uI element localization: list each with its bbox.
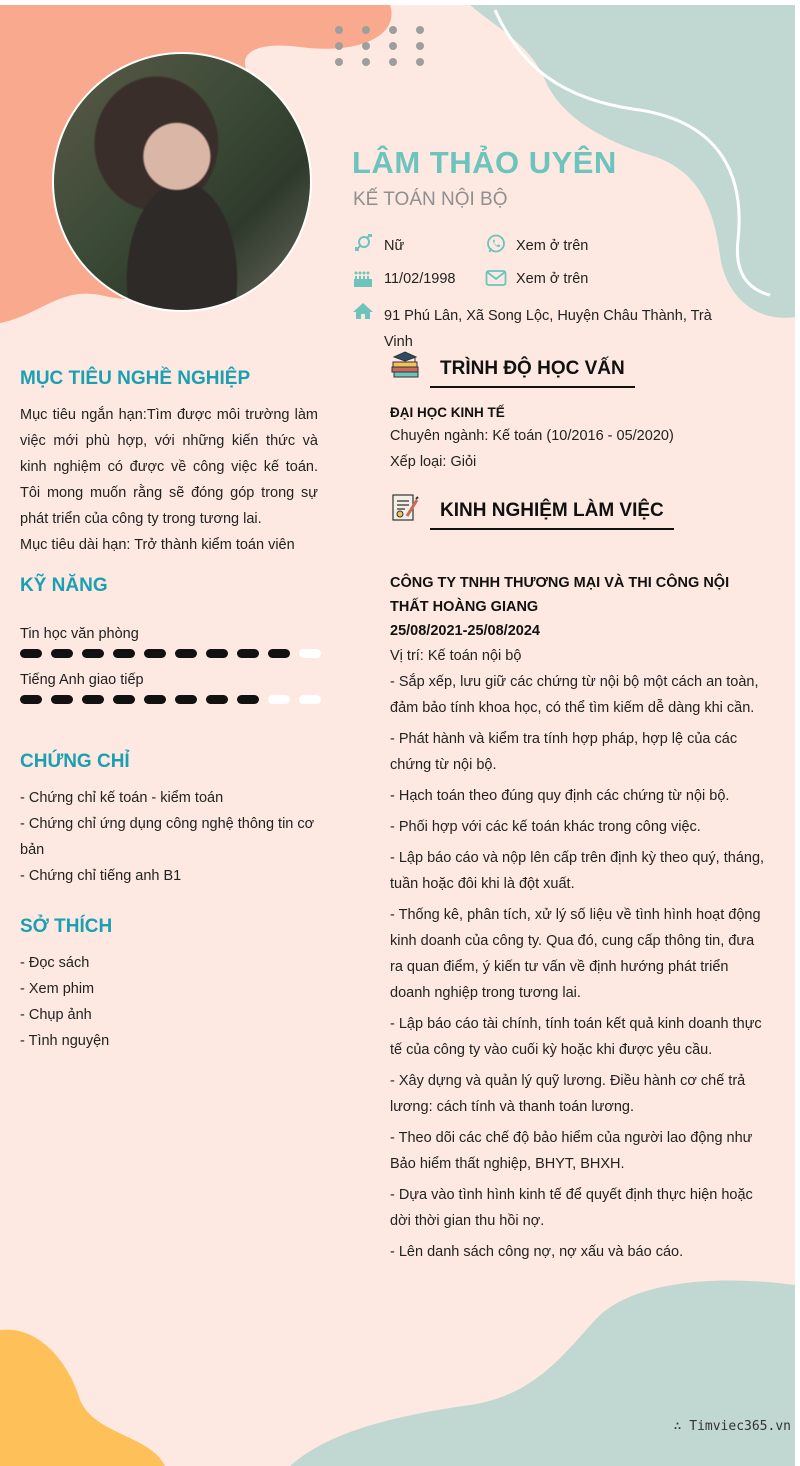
experience-document-icon — [390, 492, 420, 527]
skill-level-dash — [20, 695, 42, 704]
education-books-icon — [390, 350, 420, 385]
cv-page — [0, 5, 795, 1466]
experience-period: 25/08/2021-25/08/2024 — [390, 623, 540, 639]
skill-level-dash — [268, 649, 290, 658]
experience-company: CÔNG TY TNHH THƯƠNG MẠI VÀ THI CÔNG NỘI THẤT HOÀNG GIANG — [390, 575, 730, 615]
task-item: - Thống kê, phân tích, xử lý số liệu về tình hình hoạt động kinh doanh của công ty. Qua đó, cung cấp thông tin, đưa ra quan điểm, ý kiến tư vấn về định hướng phát triển doanh nghiệp trong tương lai. — [390, 907, 761, 1001]
skills-heading: KỸ NĂNG — [20, 575, 108, 596]
education-school: ĐẠI HỌC KINH TẾ — [390, 405, 505, 420]
task-item: - Lên danh sách công nợ, nợ xấu và báo cáo. — [390, 1244, 684, 1260]
skill-level-dash — [144, 649, 166, 658]
objective-long-term: Mục tiêu dài hạn: Trở thành kiểm toán viên — [20, 537, 295, 553]
task-item: - Phát hành và kiểm tra tính hợp pháp, hợp lệ của các chứng từ nội bộ. — [390, 731, 738, 773]
skill-level-dash — [206, 695, 228, 704]
task-item: - Lập báo cáo và nộp lên cấp trên định kỳ theo quý, tháng, tuần hoặc đôi khi là đột xuất. — [390, 850, 765, 892]
gender-icon — [352, 233, 374, 255]
skill-level-dash — [299, 649, 321, 658]
birthdate-value: 11/02/1998 — [384, 271, 456, 287]
avatar-photo — [52, 52, 312, 312]
skill-name-english: Tiếng Anh giao tiếp — [20, 672, 144, 688]
experience-position: Vị trí: Kế toán nội bộ — [390, 648, 522, 664]
objective-heading: MỤC TIÊU NGHỀ NGHIỆP — [20, 368, 251, 389]
skill-rating-english — [20, 695, 321, 704]
gender-value: Nữ — [384, 238, 405, 254]
certificate-item: - Chứng chỉ tiếng anh B1 — [20, 868, 182, 884]
candidate-title: KẾ TOÁN NỘI BỘ — [353, 189, 508, 210]
certificates-list — [20, 785, 320, 889]
task-item: - Phối hợp với các kế toán khác trong công việc. — [390, 819, 701, 835]
skill-level-dash — [82, 695, 104, 704]
experience-section — [390, 571, 770, 1270]
education-major: Chuyên ngành: Kế toán (10/2016 - 05/2020) — [390, 428, 674, 444]
skill-level-dash — [175, 649, 197, 658]
birthday-cake-icon — [352, 267, 374, 289]
task-item: - Hạch toán theo đúng quy định các chứng từ nội bộ. — [390, 788, 730, 804]
hobbies-heading: SỞ THÍCH — [20, 916, 113, 937]
skill-level-dash — [113, 649, 135, 658]
home-icon — [352, 300, 374, 322]
hobby-item: - Chụp ảnh — [20, 1007, 92, 1023]
skill-level-dash — [51, 649, 73, 658]
hobbies-list — [20, 950, 320, 1054]
task-item: - Theo dõi các chế độ bảo hiểm của người lao động như Bảo hiểm thất nghiệp, BHYT, BHXH. — [390, 1130, 753, 1172]
education-section — [390, 403, 780, 475]
experience-heading: KINH NGHIỆM LÀM VIỆC — [430, 500, 674, 530]
email-value: Xem ở trên — [516, 271, 589, 287]
skill-level-dash — [237, 695, 259, 704]
phone-value: Xem ở trên — [516, 238, 589, 254]
skill-rating-office — [20, 649, 321, 658]
skill-level-dash — [82, 649, 104, 658]
skill-level-dash — [268, 695, 290, 704]
email-icon — [485, 267, 507, 289]
objective-short-term: Mục tiêu ngắn hạn:Tìm được môi trường làm việc mới phù hợp, với những kiến thức và kinh nghiệm có được về công việc kế toán. Tôi mong muốn rằng sẽ đóng góp trong sự phát triển của công ty trong tương lai. — [20, 407, 318, 527]
candidate-name: LÂM THẢO UYÊN — [352, 145, 617, 180]
task-item: - Lập báo cáo tài chính, tính toán kết quả kinh doanh thực tế của công ty vào cuối kỳ hoặc khi được yêu cầu. — [390, 1016, 762, 1058]
certificate-item: - Chứng chỉ kế toán - kiểm toán — [20, 790, 224, 806]
hobby-item: - Tình nguyện — [20, 1033, 110, 1049]
site-watermark: ∴ Timviec365.vn — [673, 1419, 791, 1434]
skill-level-dash — [113, 695, 135, 704]
education-heading: TRÌNH ĐỘ HỌC VẤN — [430, 358, 635, 388]
experience-tasks — [390, 669, 770, 1265]
skill-level-dash — [144, 695, 166, 704]
task-item: - Sắp xếp, lưu giữ các chứng từ nội bộ một cách an toàn, đảm bảo tính khoa học, có thể tìm kiếm dễ dàng khi cần. — [390, 674, 759, 716]
skill-level-dash — [175, 695, 197, 704]
phone-icon — [485, 233, 507, 255]
skill-level-dash — [299, 695, 321, 704]
education-rank: Xếp loại: Giỏi — [390, 454, 477, 470]
task-item: - Dựa vào tình hình kinh tế để quyết định thực hiện hoặc dời thời gian thu hồi nợ. — [390, 1187, 753, 1229]
skill-level-dash — [51, 695, 73, 704]
skill-name-office: Tin học văn phòng — [20, 626, 139, 642]
skill-level-dash — [206, 649, 228, 658]
objective-section — [20, 402, 318, 558]
skill-level-dash — [237, 649, 259, 658]
skill-level-dash — [20, 649, 42, 658]
address-value: 91 Phú Lân, Xã Song Lộc, Huyện Châu Thành, Trà Vinh — [384, 308, 712, 350]
task-item: - Xây dựng và quản lý quỹ lương. Điều hành cơ chế trả lương: cách tính và thanh toán lương. — [390, 1073, 746, 1115]
hobby-item: - Xem phim — [20, 981, 95, 997]
certificates-heading: CHỨNG CHỈ — [20, 751, 130, 772]
hobby-item: - Đọc sách — [20, 955, 90, 971]
certificate-item: - Chứng chỉ ứng dụng công nghệ thông tin cơ bản — [20, 816, 315, 858]
